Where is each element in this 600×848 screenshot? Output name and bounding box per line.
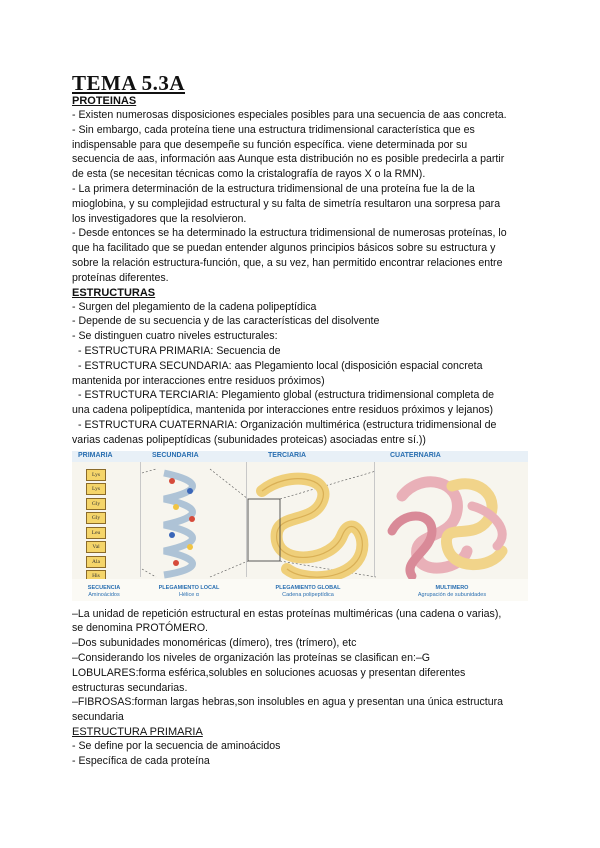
- text-line: –FIBROSAS:forman largas hebras,son insolubles en agua y presentan una única estructura: [72, 696, 504, 709]
- section-proteinas-body: [72, 108, 532, 286]
- figure-label-terciaria: TERCIARIA: [268, 451, 307, 459]
- text-line: - ESTRUCTURA SECUNDARIA: aas Plegamiento local (disposición espacial concreta: [78, 359, 483, 372]
- section-protomero-body: [72, 607, 532, 725]
- amino-acid-box: Lys: [86, 469, 106, 481]
- figure-caption: [402, 585, 502, 599]
- text-line: - Específica de cada proteína: [72, 755, 210, 768]
- text-line: - Sin embargo, cada proteína tiene una estructura tridimensional característica que es: [72, 123, 475, 136]
- figure-caption: [144, 585, 234, 599]
- document-page: [72, 72, 532, 769]
- figure-caption: [258, 585, 358, 599]
- text-line: - ESTRUCTURA TERCIARIA: Plegamiento global (estructura tridimensional completa de: [78, 389, 495, 402]
- text-line: - ESTRUCTURA CUATERNARIA: Organización multimérica (estructura tridimensional de: [78, 418, 497, 431]
- figure-label-cuaternaria: CUATERNARIA: [390, 451, 441, 459]
- caption-title: PLEGAMIENTO GLOBAL: [275, 584, 341, 591]
- text-line: - Depende de su secuencia y de las características del disolvente: [72, 315, 380, 328]
- text-line: estructuras secundarias.: [72, 681, 188, 694]
- section-estructura-primaria-body: [72, 739, 532, 769]
- text-line: de esta (se necesitan técnicas como la cristalografía de rayos X o la RMN).: [72, 168, 426, 181]
- caption-title: MULTIMERO: [435, 584, 469, 591]
- text-line: sobre la relación estructura-función, que, a su vez, han permitido encontrar relaciones entre: [72, 256, 503, 269]
- text-line: - Surgen del plegamiento de la cadena polipeptídica: [72, 300, 317, 313]
- text-line: - Existen numerosas disposiciones especiales posibles para una secuencia de aas concreta.: [72, 109, 507, 121]
- text-line: - ESTRUCTURA PRIMARIA: Secuencia de: [78, 344, 281, 357]
- figure-label-secundaria: SECUNDARIA: [152, 451, 199, 459]
- caption-subtitle: Hélice α: [179, 591, 199, 598]
- text-line: - La primera determinación de la estructura tridimensional de una proteína fue la de la: [72, 182, 475, 195]
- text-line: - Desde entonces se ha determinado la estructura tridimensional de numerosas proteínas, lo: [72, 227, 507, 240]
- caption-subtitle: Agrupación de subunidades: [417, 591, 487, 598]
- protein-structure-figure: [72, 451, 528, 601]
- text-line: –Considerando los niveles de organización las proteínas se clasifican en:–G: [72, 651, 431, 664]
- section-heading-proteinas: PROTEINAS: [72, 95, 137, 107]
- text-line: –Dos subunidades monoméricas (dímero), tres (trímero), etc: [72, 637, 357, 650]
- amino-acid-box: Val: [86, 541, 106, 553]
- alpha-helix-illustration: [164, 473, 195, 575]
- amino-acid-box: Leu: [86, 527, 106, 539]
- caption-subtitle: Cadena polipeptídica: [282, 591, 334, 598]
- text-line: LOBULARES:forma esférica,solubles en soluciones acuosas y presentan diferentes: [72, 666, 466, 679]
- text-line: secuencia de aas, información aas Aunque esta distribución no es posible predecirla a partir: [72, 153, 505, 166]
- text-line: los investigadores que la resolvieron.: [72, 212, 247, 225]
- figure-label-primaria: PRIMARIA: [78, 451, 113, 459]
- caption-subtitle: Aminoácidos: [88, 591, 120, 598]
- section-estructuras-body: [72, 300, 532, 448]
- figure-caption: [74, 585, 134, 599]
- amino-acid-box: His: [86, 570, 106, 582]
- text-line: - Se distinguen cuatro niveles estructurales:: [72, 330, 278, 343]
- text-line: –La unidad de repetición estructural en estas proteínas multiméricas (una cadena o varias),: [72, 607, 502, 620]
- page-title: TEMA 5.3A: [72, 71, 186, 95]
- amino-acid-box: Gly: [86, 512, 106, 524]
- text-line: mioglobina, y su complejidad estructural y su falta de simetría resultaron una sorpresa para: [72, 197, 501, 210]
- text-line: secundaria: [72, 711, 124, 724]
- tertiary-fold-illustration: [248, 478, 362, 577]
- amino-acid-box: Gly: [86, 498, 106, 510]
- text-line: - Se define por la secuencia de aminoácidos: [72, 740, 281, 753]
- caption-title: SECUENCIA: [87, 584, 121, 591]
- text-line: proteínas diferentes.: [72, 271, 169, 284]
- amino-acid-box: Lys: [86, 483, 106, 495]
- text-line: que ha facilitado que se puedan entender algunos principios básicos sobre su estructura y: [72, 242, 496, 255]
- text-line: indispensable para que desempeñe su función específica. viene determinada por su: [72, 138, 468, 151]
- text-line: varias cadenas polipeptídicas (subunidades proteicas) asociadas entre sí.)): [72, 433, 426, 446]
- section-heading-estructuras: ESTRUCTURAS: [72, 286, 156, 299]
- text-line: una cadena polipeptídica, mantenida por interacciones entre residuos próximos y lejanos): [72, 404, 494, 417]
- caption-title: PLEGAMIENTO LOCAL: [158, 584, 220, 591]
- text-line: mantenida por interacciones entre residuos próximos): [72, 374, 325, 387]
- amino-acid-box: Ala: [86, 556, 106, 568]
- section-heading-estructura-primaria: ESTRUCTURA PRIMARIA: [72, 725, 203, 738]
- text-line: se denomina PROTÓMERO.: [72, 622, 208, 635]
- quaternary-multimer-illustration: [392, 481, 502, 575]
